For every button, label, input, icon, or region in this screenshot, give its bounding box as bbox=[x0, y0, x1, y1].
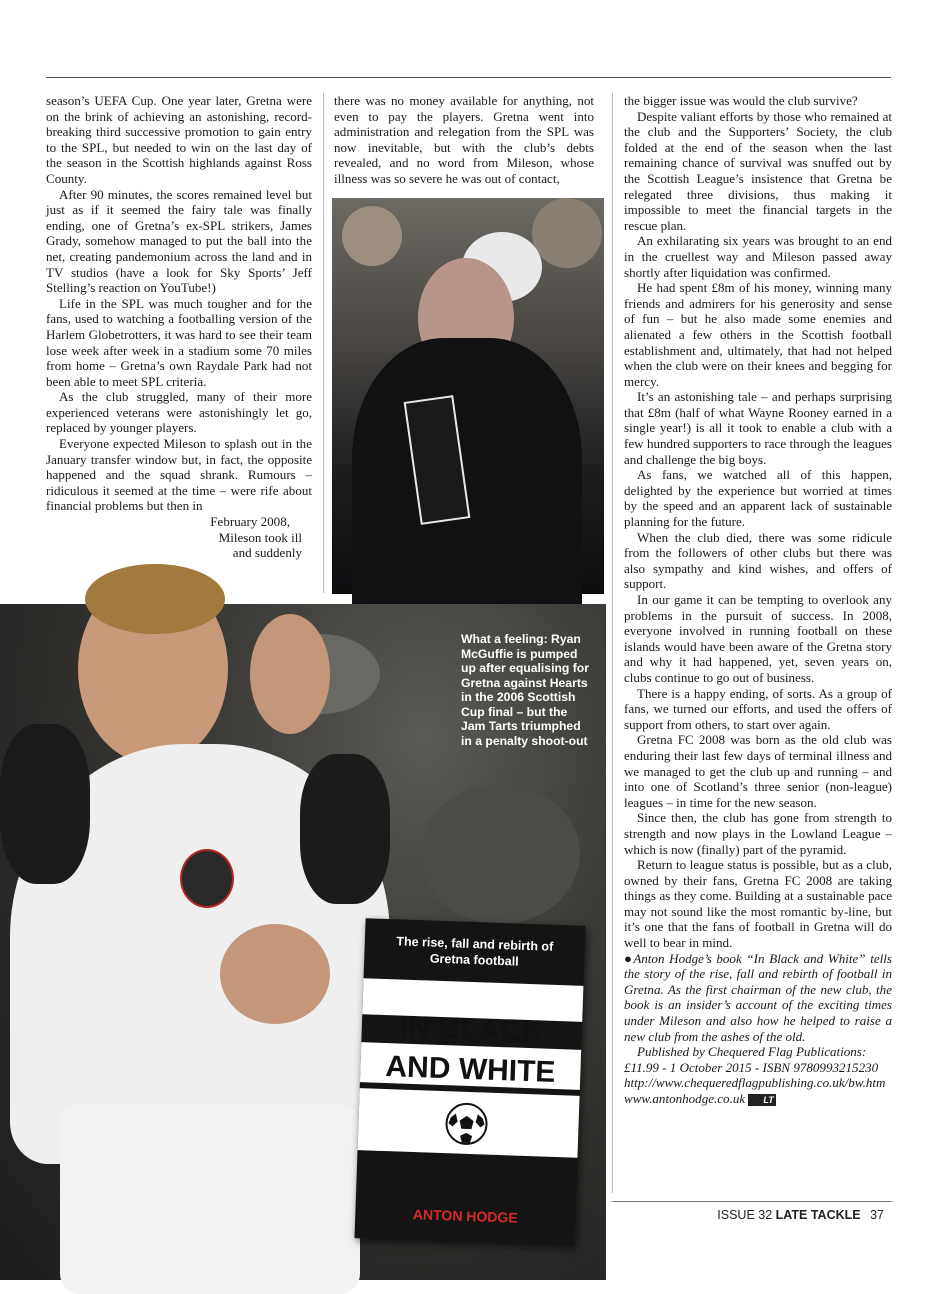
paragraph: It’s an astonishing tale – and perhaps surprising that £8m (half of what Wayne Rooney earned in a single year!) is all it took to enable a club with a few hundred supporters to race through the leagues and challenge the big boys. bbox=[624, 389, 892, 467]
paragraph: In our game it can be tempting to overlook any problems in the pursuit of success. In 2008, everyone involved in running football on these islands would have been aware of the Gretna story and why it had happened, yet, seven years on, clubs continue to go out of business. bbox=[624, 592, 892, 685]
paragraph: Despite valiant efforts by those who remained at the club and the Supporters’ Society, the club folded at the end of the season when the last remaining chance of survival was snuffed out by the Scottish League’s insistence that Gretna be relegated three divisions, thus making it impossible to meet the financial targets in the rescue plan. bbox=[624, 108, 892, 233]
book-cover bbox=[354, 918, 585, 1245]
footer-rule bbox=[612, 1201, 892, 1202]
paragraph-tail: Mileson took ill bbox=[218, 529, 302, 545]
book-subtitle: The rise, fall and rebirth of Gretna football bbox=[396, 934, 554, 969]
book-title-line: AND WHITE bbox=[384, 1050, 556, 1089]
paragraph: season’s UEFA Cup. One year later, Gretna were on the brink of achieving an astonishing, record-breaking third successive promotion to gain entry to the SPL, but needed to win on the last day of the season in the Scottish highlands against Ross County. bbox=[46, 93, 312, 186]
paragraph-tail: February 2008, bbox=[210, 514, 290, 530]
issue-number: ISSUE 32 bbox=[717, 1208, 773, 1222]
paragraph: He had spent £8m of his money, winning many friends and admirers for his generosity and sense of fun – but he also made some enemies and alienated a few others in the Scottish football establishment and, ultimately, that had not helped when the club were on their knees and begging for mercy. bbox=[624, 280, 892, 389]
book-title bbox=[360, 1006, 583, 1094]
book-note bbox=[624, 951, 892, 1045]
paragraph: There is a happy ending, of sorts. As a group of fans, we turned our efforts, and used the offers of support from others, to start over again. bbox=[624, 685, 892, 732]
late-tackle-end-mark-icon: LT bbox=[748, 1094, 775, 1106]
page-footer bbox=[717, 1208, 884, 1222]
article-column-2 bbox=[334, 93, 594, 187]
celebration-caption: What a feeling: Ryan McGuffie is pumped up after equalising for Gretna against Hearts in the 2006 Scottish Cup final – but the Jam Tarts triumphed in a penalty shoot-out bbox=[461, 632, 589, 748]
article-column-3 bbox=[624, 93, 892, 1107]
paragraph: After 90 minutes, the scores remained level but just as if it seemed the fairy tale was finally ending, one of Gretna’s ex-SPL strikers, James Grady, somehow managed to put the ball into the net, creating pandemonium across the land and in TV studios (have a look for Sky Sports’ Jeff Stelling’s reaction on YouTube!) bbox=[46, 186, 312, 296]
magazine-name: LATE TACKLE bbox=[775, 1208, 861, 1222]
paragraph: Everyone expected Mileson to splash out in the January transfer window but, in fact, the opposite happened and the squad shrank. Rumours – ridiculous it seemed at the time – were rife about financial problems but then in bbox=[46, 436, 312, 514]
paragraph: As fans, we watched all of this happen, delighted by the experience but worried at times by the speed and an apparent lack of sustainable planning for the future. bbox=[624, 467, 892, 530]
top-rule bbox=[46, 77, 891, 78]
page-number: 37 bbox=[870, 1208, 884, 1222]
column-divider bbox=[323, 93, 324, 593]
publication-text: Published by Chequered Flag Publications: £11.99 - 1 October 2015 - ISBN 9780993215230 http://www.chequeredflagpublishing.co.uk/bw.htm www.antonhodge.co.uk bbox=[624, 1044, 886, 1106]
paragraph: When the club died, there was some ridicule from the followers of other clubs but there was also sympathy and kind wishes, and offers of support. bbox=[624, 529, 892, 592]
football-icon bbox=[444, 1101, 490, 1147]
paragraph: Return to league status is possible, but as a club, owned by their fans, Gretna FC 2008 are taking things as they come. Building at a sustainable pace may not sound like the most romantic by-line, but it’s one that the fans of football in Gretna will do well to bear in mind. bbox=[624, 857, 892, 951]
bullet-icon: ● bbox=[624, 950, 634, 966]
book-author: ANTON HODGE bbox=[412, 1206, 518, 1226]
paragraph: Since then, the club has gone from strength to strength and now plays in the Lowland League – which is now (finally) part of the pyramid. bbox=[624, 810, 892, 857]
paragraph: the bigger issue was would the club survive? bbox=[624, 93, 858, 108]
book-title-line: IN BLACK bbox=[399, 1010, 545, 1049]
paragraph: there was no money available for anything, not even to pay the players. Gretna went into administration and relegation from the SPL was now inevitable, but with the club’s debts revealed, and no word from Mileson, whose illness was so severe he was out of contact, bbox=[334, 93, 594, 186]
paragraph-tail: and suddenly bbox=[232, 545, 302, 561]
paragraph: An exhilarating six years was brought to an end in the cruellest way and Mileson passed away shortly after liquidation was confirmed. bbox=[624, 233, 892, 280]
paragraph: Life in the SPL was much tougher and for the fans, used to watching a footballing version of the Harlem Globetrotters, it was hard to see their team lose week after week in a stadium some 70 miles from home – Gretna’s own Raydale Park had not been able to meet SPL criteria. bbox=[46, 295, 312, 389]
publication-info bbox=[624, 1044, 892, 1106]
article-column-1 bbox=[46, 93, 312, 561]
paragraph: Gretna FC 2008 was born as the old club was enduring their last few days of terminal illness and we managed to get the club up and running – and into one of Scotland’s three senior (non-league) leagues – in time for the new season. bbox=[624, 732, 892, 810]
column-divider bbox=[612, 93, 613, 1193]
paragraph: As the club struggled, many of their more experienced veterans were astonishingly let go, replaced by younger players. bbox=[46, 389, 312, 436]
book-note-text: Anton Hodge’s book “In Black and White” tells the story of the rise, fall and rebirth of football in Gretna. As the first chairman of the new club, the book is an insider’s account of the exciting times under Mileson and also how he helped to raise a new club from the ashes of the old. bbox=[624, 950, 892, 1044]
benefactor-photo bbox=[332, 198, 604, 594]
